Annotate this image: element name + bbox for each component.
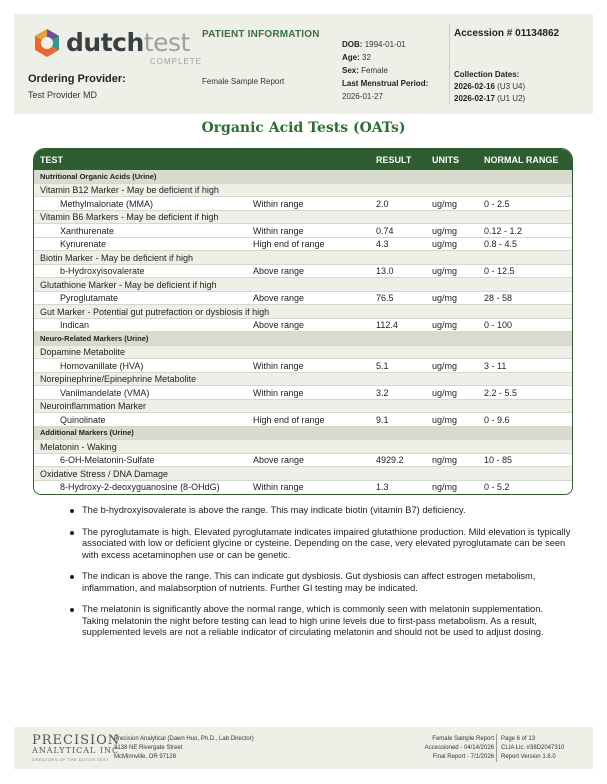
ordering-provider-value: Test Provider MD [28,90,98,100]
test-range: 2.2 - 5.5 [484,387,518,398]
footer-report-line1: Female Sample Report [432,736,494,742]
header-range: NORMAL RANGE [484,155,559,165]
section-title: Nutritional Organic Acids (Urine) [40,171,157,181]
table-row [34,197,572,211]
test-status: Within range [253,360,304,371]
test-status: High end of range [253,239,325,249]
test-range: 0 - 9.6 [484,414,510,425]
test-units: ug/mg [432,198,458,209]
group-title: Dopamine Metabolite [40,347,126,357]
patient-info-title: PATIENT INFORMATION [202,29,320,40]
test-name: b-Hydroxyisovalerate [60,266,145,276]
footer-page-line2: CLIA Lic. #38D2047310 [501,745,565,751]
group-title: Glutathione Marker - May be deficient if high [40,279,217,290]
test-result: 5.1 [376,360,389,371]
note-item: The pyroglutamate is high. Elevated pyroglutamate indicates impaired glutathione production. Mild elevation is typically associated with low or deficient glycine or cysteine. Depending on the case, very elevated pyroglutamate can be seen with excess acetaminophen use or can be genetic. [82,526,571,560]
table-row [34,238,572,252]
dob-label: DOB: [342,40,363,49]
sex-label: Sex: [342,66,359,75]
test-range: 10 - 85 [484,455,513,465]
footer-brand-line1: PRECISION [32,733,121,748]
section-row [34,332,572,346]
group-row [34,346,572,360]
test-status: Within range [253,482,304,492]
test-result: 0.74 [376,225,394,236]
test-result: 3.2 [376,387,389,398]
test-result: 13.0 [376,266,394,276]
test-status: Above range [253,320,305,330]
test-units: ug/mg [432,239,458,249]
section-title: Neuro-Related Markers (Urine) [40,333,149,343]
group-row [34,211,572,225]
test-result: 112.4 [376,320,398,330]
collection-date-1: 2026-02-16 [454,82,495,91]
group-row [34,251,572,265]
test-name: Pyroglutamate [60,293,119,303]
report-header [14,14,593,114]
group-row [34,467,572,481]
table-row [34,454,572,468]
age-label: Age: [342,53,360,62]
patient-fields [342,38,428,103]
section-row [34,427,572,441]
test-status: Within range [253,225,304,236]
note-item: The indican is above the range. This can indicate gut dysbiosis. Gut dysbiosis can affect estrogen metabolism, inflammation, and malabsorption of nutrients. Further GI testing may be indicated. [82,571,572,594]
test-units: ng/mg [432,482,458,492]
test-range: 0 - 5.2 [484,482,510,492]
table-body [34,170,572,494]
group-title: Neuroinflammation Marker [40,401,147,411]
notes-list [82,505,572,649]
footer-lab-line2: 3138 NE Rivergate Street [114,745,183,751]
group-title: Vitamin B6 Markers - May be deficient if high [40,212,219,222]
test-name: Quinolinate [60,414,106,425]
table-header [34,149,572,170]
test-units: ug/mg [432,414,458,425]
test-name: Indican [60,320,90,330]
test-range: 3 - 11 [484,360,507,371]
test-result: 2.0 [376,198,389,209]
table-row [34,292,572,306]
test-units: ug/mg [432,320,458,330]
group-title: Melatonin - Waking [40,441,117,452]
test-name: Vanilmandelate (VMA) [60,387,150,398]
table-row [34,481,572,495]
dutch-test-logo-icon [32,28,62,58]
collection-note-1: (U3 U4) [497,82,526,91]
test-status: Within range [253,198,304,209]
test-units: ng/mg [432,455,458,465]
test-result: 4.3 [376,239,389,249]
test-result: 4929.2 [376,455,404,465]
footer-lab-line1: Precision Analytical (Dawn Huo, Ph.D., Lab Director) [114,736,254,742]
page-title: Organic Acid Tests (OATs) [201,120,406,136]
table-row [34,386,572,400]
test-status: Above range [253,455,305,465]
table-row [34,224,572,238]
test-result: 76.5 [376,293,394,303]
footer-page-info [501,735,564,762]
group-title: Biotin Marker - May be deficient if high [40,252,194,263]
collection-date-2: 2026-02-17 [454,94,495,103]
test-name: 8-Hydroxy-2-deoxyguanosine (8-OHdG) [60,482,220,492]
footer-lab-address [114,735,254,762]
lmp-label: Last Menstrual Period: [342,79,429,88]
test-result: 9.1 [376,414,389,425]
group-title: Vitamin B12 Marker - May be deficient if high [40,185,219,195]
test-name: Kynurenate [60,239,107,249]
group-row [34,373,572,387]
group-row [34,440,572,454]
test-units: ug/mg [432,293,458,303]
note-item: The melatonin is significantly above the normal range, which is commonly seen with melatonin supplementation. Taking melatonin the night before testing can lead to high urine levels due to first-pass metabolism. As a result, supplemented levels are not a reliable indicator of circulating melatonin and should not be used to adjust dosing. [82,604,572,639]
header-result: RESULT [376,155,412,165]
sample-label: Female Sample Report [202,77,285,86]
section-title: Additional Markers (Urine) [40,428,134,437]
test-name: Xanthurenate [60,225,115,236]
age-value: 32 [362,53,371,62]
test-range: 28 - 58 [484,293,513,303]
test-units: ug/mg [432,387,458,398]
results-table [33,148,573,495]
test-status: Above range [253,293,305,303]
test-range: 0.8 - 4.5 [484,239,518,249]
footer-report-line2: Accessioned - 04/14/2026 [424,745,494,751]
group-title: Norepinephrine/Epinephrine Metabolite [40,374,197,384]
footer-page-line3: Report Version 1.6.0 [501,754,556,760]
group-row [34,278,572,292]
test-units: ug/mg [432,266,458,276]
test-range: 0 - 2.5 [484,198,510,209]
group-row [34,305,572,319]
logo-subtitle: COMPLETE [150,57,203,66]
group-row [34,184,572,198]
footer-brand-line2: ANALYTICAL INC [32,746,120,755]
note-item: The b-hydroxyisovalerate is above the range. This may indicate biotin (vitamin B7) deficiency. [82,505,572,517]
footer-report-line3: Final Report - 7/1/2026 [432,754,494,760]
table-row [34,319,572,333]
test-name: Homovanillate (HVA) [60,360,144,371]
header-test: TEST [40,155,64,165]
dob-value: 1994-01-01 [364,40,406,49]
test-units: ug/mg [432,360,458,371]
group-row [34,400,572,414]
footer-page-line1: Page 6 of 13 [501,736,536,742]
test-result: 1.3 [376,482,389,492]
header-units: UNITS [432,155,459,165]
footer-lab-line3: McMinnville, OR 97128 [114,754,177,760]
collection-dates [454,69,525,105]
section-row [34,170,572,184]
footer-brand-line3: CREATORS OF THE DUTCH TEST [32,757,109,762]
footer-divider [496,734,497,762]
collection-label: Collection Dates: [454,70,520,79]
collection-note-2: (U1 U2) [497,94,526,103]
test-status: Within range [253,387,304,398]
test-status: High end of range [253,414,325,425]
sex-value: Female [361,66,388,75]
lmp-value: 2026-01-27 [342,92,383,101]
footer-report-info [379,735,494,762]
test-units: ug/mg [432,225,458,236]
report-footer [14,727,593,769]
accession-number: Accession # 01134862 [454,28,560,39]
test-range: 0.12 - 1.2 [484,225,523,236]
table-row [34,413,572,427]
table-row [34,359,572,373]
group-title: Gut Marker - Potential gut putrefaction or dysbiosis if high [40,306,270,317]
test-name: Methylmalonate (MMA) [60,198,154,209]
header-divider [449,24,450,104]
group-title: Oxidative Stress / DNA Damage [40,468,169,479]
test-range: 0 - 12.5 [484,266,515,276]
table-row [34,265,572,279]
ordering-provider-label: Ordering Provider: [28,73,126,85]
test-name: 6-OH-Melatonin-Sulfate [60,455,155,465]
test-range: 0 - 100 [484,320,513,330]
logo-wordmark: dutchtest [66,28,190,57]
dutch-test-logo [32,26,203,70]
test-status: Above range [253,266,305,276]
